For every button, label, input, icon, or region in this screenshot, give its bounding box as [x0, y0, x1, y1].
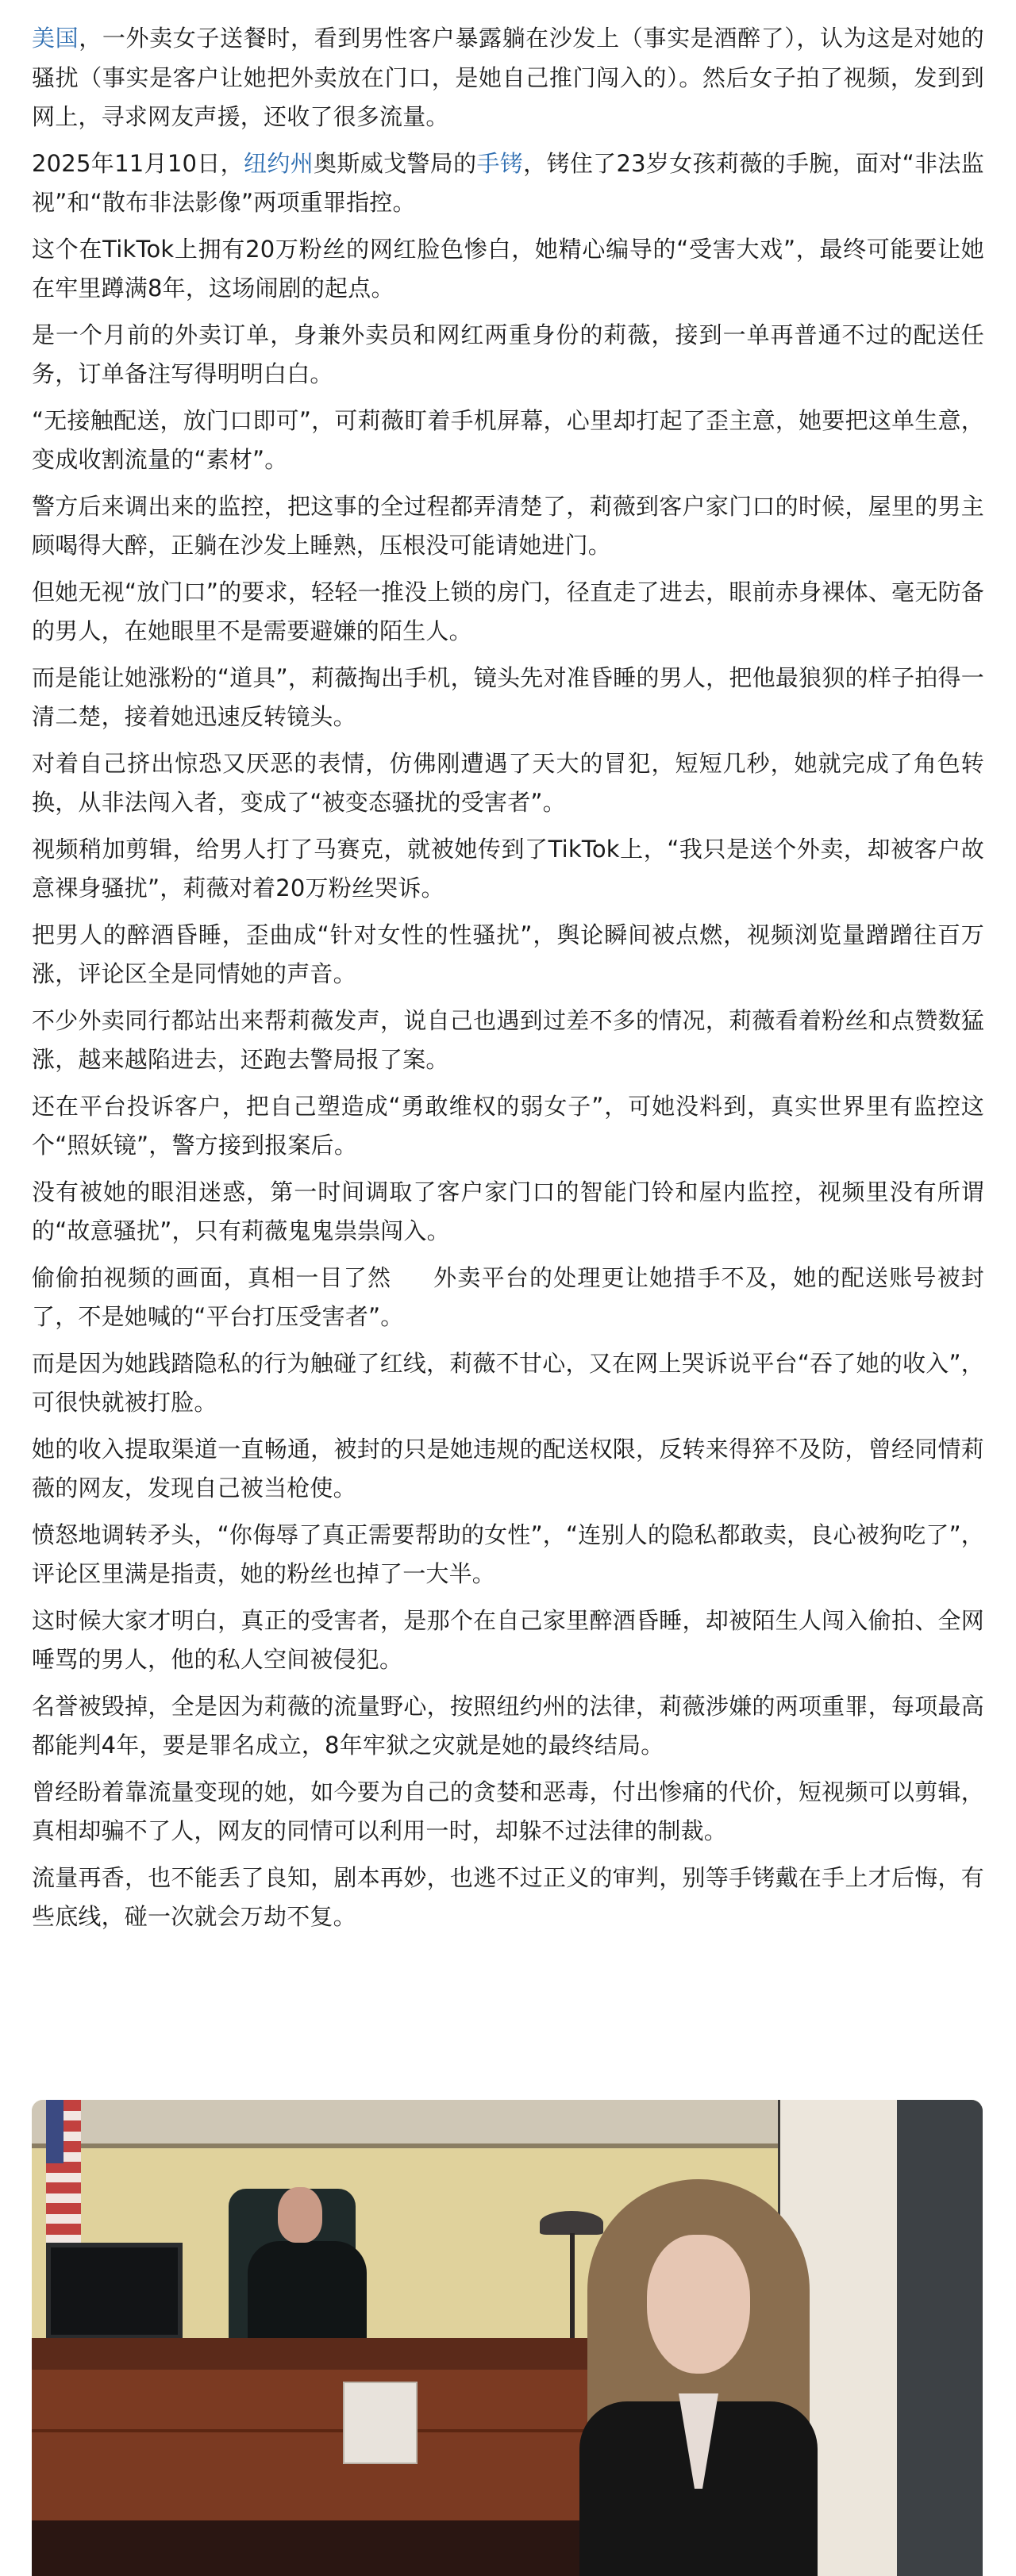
article-paragraph: [32, 402, 984, 480]
paragraph-text: 警方后来调出来的监控，把这事的全过程都弄清楚了，莉薇到客户家门口的时候，屋里的男主顾喝得大醉，正躺在沙发上睡熟，压根没可能请她进门。: [32, 492, 984, 559]
article-paragraph: [32, 830, 984, 909]
article-paragraph: [32, 916, 984, 994]
article-paragraph: [32, 316, 984, 394]
paragraph-text: 流量再香，也不能丢了良知，剧本再妙，也逃不过正义的审判，别等手铐戴在手上才后悔，有些底线，碰一次就会万劫不复。: [32, 1863, 984, 1930]
paragraph-text: 不少外卖同行都站出来帮莉薇发声，说自己也遇到过差不多的情况，莉薇看着粉丝和点赞数猛涨，越来越陷进去，还跑去警局报了案。: [32, 1006, 984, 1073]
paragraph-text: 对着自己挤出惊恐又厌恶的表情，仿佛刚遭遇了天大的冒犯，短短几秒，她就完成了角色转换，从非法闯入者，变成了“被变态骚扰的受害者”。: [32, 749, 984, 816]
paragraph-text: 曾经盼着靠流量变现的她，如今要为自己的贪婪和恶毒，付出惨痛的代价，短视频可以剪辑，真相却骗不了人，网友的同情可以利用一时，却躲不过法律的制裁。: [32, 1778, 984, 1844]
article-paragraph: [32, 1516, 984, 1594]
paragraph-text: 奥斯威戈警局的: [314, 149, 477, 177]
paragraph-text: 2025年11月10日，: [32, 149, 244, 177]
article-paragraph: [32, 1430, 984, 1509]
paragraph-text: ，一外卖女子送餐时，看到男性客户暴露躺在沙发上（事实是酒醉了），认为这是对她的骚扰（事实是客户让她把外卖放在门口，是她自己推门闯入的）。然后女子拍了视频，发到到网上，寻求网友声援，还收了很多流量。: [32, 25, 984, 130]
article-paragraph: [32, 744, 984, 823]
paragraph-text: “无接触配送，放门口即可”，可莉薇盯着手机屏幕，心里却打起了歪主意，她要把这单生意，变成收割流量的“素材”。: [32, 406, 984, 473]
occluded-text: [391, 1267, 433, 1291]
paragraph-text: 这时候大家才明白，真正的受害者，是那个在自己家里醉酒昏睡，却被陌生人闯入偷拍、全网唾骂的男人，他的私人空间被侵犯。: [32, 1606, 984, 1673]
article-paragraph: [32, 659, 984, 737]
article-paragraph: [32, 1259, 984, 1337]
article-paragraph: [32, 230, 984, 309]
keyword-link[interactable]: 手铐: [476, 149, 524, 177]
paragraph-text: 而是因为她践踏隐私的行为触碰了红线，莉薇不甘心，又在网上哭诉说平台“吞了她的收入”，可很快就被打脸。: [32, 1349, 984, 1416]
paragraph-text: 外卖平台的处理更让她措手不及，她的配送账号被封了，不是她喊的“平台打压受害者”。: [32, 1263, 984, 1330]
nameplate: [343, 2382, 418, 2464]
paragraph-text: ，铐住了23岁女孩莉薇的手腕，面对“非法监视”和“散布非法影像”两项重罪指控。: [32, 149, 984, 216]
keyword-link[interactable]: 美国: [32, 25, 79, 52]
lamp-pole: [570, 2233, 575, 2344]
article-paragraph: [32, 144, 984, 223]
desk-lamp: [540, 2211, 603, 2235]
woman-face: [647, 2235, 750, 2374]
article-paragraph: [32, 487, 984, 566]
article-paragraph: [32, 1173, 984, 1251]
article-paragraph: [32, 1087, 984, 1166]
flag-canton: [46, 2100, 64, 2163]
article-paragraph: [32, 1002, 984, 1080]
dark-background-right: [897, 2100, 983, 2576]
article-body: [32, 19, 984, 1944]
paragraph-text: 是一个月前的外卖订单，身兼外卖员和网红两重身份的莉薇，接到一单再普通不过的配送任务，订单备注写得明明白白。: [32, 321, 984, 387]
article-paragraph: [32, 1687, 984, 1766]
computer-monitor: [46, 2243, 183, 2340]
keyword-link[interactable]: 纽约州: [244, 149, 314, 177]
paragraph-text: 没有被她的眼泪迷惑，第一时间调取了客户家门口的智能门铃和屋内监控，视频里没有所谓的“故意骚扰”，只有莉薇鬼鬼祟祟闯入。: [32, 1178, 984, 1244]
paragraph-text: 而是能让她涨粉的“道具”，莉薇掏出手机，镜头先对准昏睡的男人，把他最狼狈的样子拍得一清二楚，接着她迅速反转镜头。: [32, 663, 984, 730]
article-paragraph: [32, 19, 984, 137]
paragraph-text: 把男人的醉酒昏睡，歪曲成“针对女性的性骚扰”，舆论瞬间被点燃，视频浏览量蹭蹭往百万涨，评论区全是同情她的声音。: [32, 921, 984, 987]
paragraph-text: 名誉被毁掉，全是因为莉薇的流量野心，按照纽约州的法律，莉薇涉嫌的两项重罪，每项最高都能判4年，要是罪名成立，8年牢狱之灾就是她的最终结局。: [32, 1692, 984, 1759]
paragraph-text: 愤怒地调转矛头，“你侮辱了真正需要帮助的女性”，“连别人的隐私都敢卖，良心被狗吃了”，评论区里满是指责，她的粉丝也掉了一大半。: [32, 1521, 984, 1587]
judge-head: [278, 2187, 322, 2243]
article-paragraph: [32, 1601, 984, 1680]
paragraph-text: 还在平台投诉客户，把自己塑造成“勇敢维权的弱女子”，可她没料到，真实世界里有监控这个“照妖镜”，警方接到报案后。: [32, 1092, 984, 1159]
paragraph-text: 视频稍加剪辑，给男人打了马赛克，就被她传到了TikTok上，“我只是送个外卖，却被客户故意裸身骚扰”，莉薇对着20万粉丝哭诉。: [32, 835, 984, 902]
article-paragraph: [32, 1859, 984, 1937]
article-paragraph: [32, 573, 984, 652]
article-paragraph: [32, 1344, 984, 1423]
paragraph-text: 偷偷拍视频的画面，真相一目了然: [32, 1263, 392, 1291]
paragraph-text: 她的收入提取渠道一直畅通，被封的只是她违规的配送权限，反转来得猝不及防，曾经同情莉薇的网友，发现自己被当枪使。: [32, 1435, 984, 1501]
courtroom-photo[interactable]: [32, 2100, 983, 2576]
paragraph-text: 这个在TikTok上拥有20万粉丝的网红脸色惨白，她精心编导的“受害大戏”，最终可能要让她在牢里蹲满8年，这场闹剧的起点。: [32, 235, 984, 302]
paragraph-text: 但她无视“放门口”的要求，轻轻一推没上锁的房门，径直走了进去，眼前赤身裸体、毫无防备的男人，在她眼里不是需要避嫌的陌生人。: [32, 578, 984, 644]
article-paragraph: [32, 1773, 984, 1851]
